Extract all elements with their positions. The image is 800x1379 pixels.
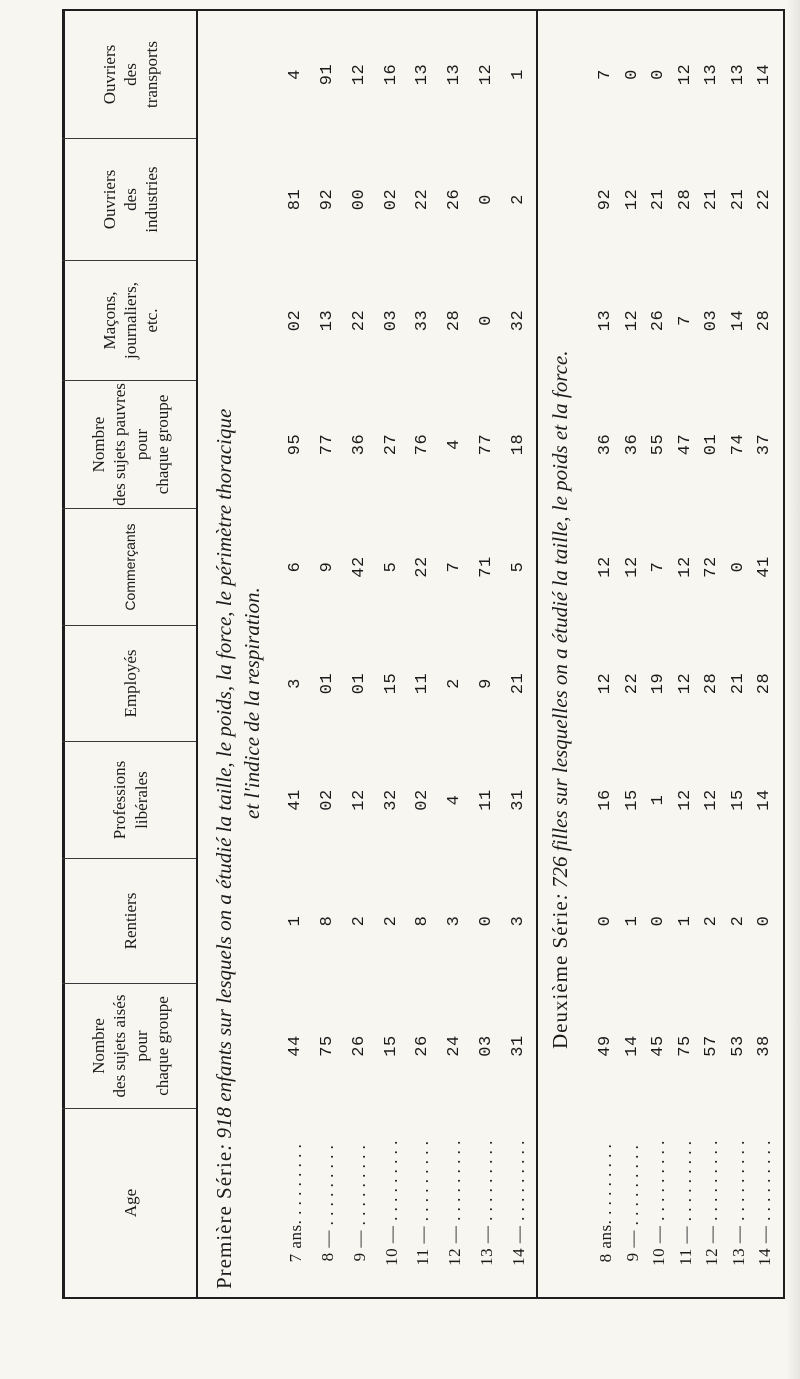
- table-cell: 41: [286, 789, 305, 811]
- table-cell: 36: [622, 433, 642, 456]
- table-cell: 02: [413, 789, 433, 811]
- series1-column-ouvriers-industries: [285, 139, 530, 260]
- table-cell: 72: [702, 556, 721, 578]
- table-cell: 28: [445, 309, 465, 332]
- table-cell: 21: [728, 672, 748, 695]
- series2-column-ouvriers-industries: [595, 139, 776, 260]
- table-cell: 9 — . . . . . . . . .: [622, 1144, 642, 1262]
- header-nombre-pauvres: Nombre des sujets pauvres pour chaque groupe: [89, 383, 172, 506]
- header-separator: [196, 9, 198, 1299]
- table-cell: 03: [702, 309, 721, 332]
- series2-column-nombre-aises: [595, 984, 776, 1108]
- header-employes: Employés: [120, 649, 140, 718]
- table-cell: 45: [649, 1035, 668, 1057]
- table-cell: 3: [286, 678, 305, 689]
- table-cell: 47: [675, 433, 695, 456]
- header-age: Age: [120, 1188, 140, 1218]
- header-ouvriers-industries: Ouvriers des industries: [99, 166, 162, 233]
- table-cell: 12 — . . . . . . . . .: [445, 1140, 465, 1266]
- table-cell: 5: [381, 561, 401, 573]
- table-cell: 21: [649, 188, 668, 211]
- table-cell: 8: [413, 915, 433, 927]
- table-cell: 02: [286, 309, 305, 332]
- series2-column-macons: [595, 261, 776, 380]
- page-edge-shadow: [786, 0, 800, 1379]
- table-cell: 21: [702, 188, 721, 211]
- table-cell: 37: [755, 433, 774, 456]
- series1-column-ouvriers-transports: [285, 11, 530, 138]
- table-cell: 2: [381, 915, 401, 927]
- table-cell: 7: [445, 561, 465, 573]
- table-cell: 12: [675, 63, 695, 86]
- table-cell: 11 — . . . . . . . . .: [675, 1140, 695, 1266]
- table-cell: 19: [649, 672, 668, 695]
- table-cell: 22: [413, 556, 433, 578]
- table-cell: 12: [477, 63, 497, 86]
- table-cell: 0: [477, 915, 497, 927]
- table-cell: 1: [675, 915, 695, 927]
- series1-column-age: [285, 1109, 530, 1297]
- table-cell: 75: [675, 1035, 695, 1057]
- table-cell: 22: [755, 188, 774, 211]
- table-cell: 8 — . . . . . . . . .: [317, 1144, 337, 1262]
- table-cell: 81: [286, 188, 305, 211]
- series2-title: Deuxième Série: 726 filles sur lesquelles on a étudié la taille, le poids et la force.: [548, 350, 572, 1049]
- table-cell: 14 — . . . . . . . . .: [508, 1140, 528, 1266]
- table-cell: 28: [675, 188, 695, 211]
- table-cell: 14 — . . . . . . . . .: [755, 1140, 774, 1266]
- table-cell: 28: [702, 672, 721, 695]
- table-cell: 49: [596, 1035, 615, 1057]
- table-cell: 14: [755, 63, 774, 86]
- table-cell: 4: [286, 69, 305, 80]
- series1-column-employes: [285, 626, 530, 741]
- series1-title: Première Série: 918 enfants sur lesquels on a étudié la taille, le poids, la force, le périmètre thoracique: [212, 408, 236, 1289]
- table-cell: 77: [477, 433, 497, 456]
- table-cell: 95: [286, 433, 305, 456]
- header-rentiers: Rentiers: [120, 892, 140, 950]
- table-cell: 01: [702, 433, 721, 456]
- header-macons: Maçons, journaliers, etc.: [99, 282, 162, 359]
- table-cell: 24: [445, 1035, 465, 1057]
- table-cell: 12: [596, 672, 615, 695]
- table-cell: 57: [702, 1035, 721, 1057]
- table-cell: 8 ans. . . . . . . . .: [596, 1143, 615, 1263]
- table-cell: 22: [622, 672, 642, 695]
- table-cell: 00: [349, 188, 369, 211]
- table-cell: 74: [728, 433, 748, 456]
- series2-column-professions: [595, 742, 776, 858]
- table-cell: 28: [755, 309, 774, 332]
- table-cell: 2: [445, 678, 465, 689]
- table-cell: 0: [622, 69, 642, 80]
- table-cell: 03: [477, 1035, 497, 1057]
- table-cell: 3: [508, 915, 528, 927]
- table-cell: 13: [702, 63, 721, 86]
- table-cell: 38: [755, 1035, 774, 1057]
- table-cell: 1: [622, 915, 642, 927]
- header-nombre-aises: Nombre des sujets aisés pour chaque groupe: [89, 994, 172, 1098]
- table-cell: 77: [317, 433, 337, 456]
- series1-column-nombre-aises: [285, 984, 530, 1108]
- header-professions: Professions libérales: [110, 760, 151, 840]
- table-cell: 12: [675, 672, 695, 695]
- table-cell: 22: [349, 309, 369, 332]
- table-cell: 15: [728, 789, 748, 811]
- table-cell: 12: [349, 63, 369, 86]
- table-cell: 14: [728, 309, 748, 332]
- table-rule-outer-bottom: [783, 9, 785, 1299]
- table-cell: 16: [381, 63, 401, 86]
- table-cell: 28: [755, 672, 774, 695]
- table-cell: 7: [649, 561, 668, 573]
- header-commercants: Commerçants: [121, 523, 138, 611]
- table-cell: 26: [349, 1035, 369, 1057]
- series2-column-nombre-pauvres: [595, 381, 776, 508]
- table-cell: 4: [445, 794, 465, 806]
- series2-column-ouvriers-transports: [595, 11, 776, 138]
- header-ouvriers-transports: Ouvriers des transports: [99, 40, 162, 109]
- table-cell: 75: [317, 1035, 337, 1057]
- table-cell: 12: [622, 556, 642, 578]
- table-cell: 0: [649, 69, 668, 80]
- table-cell: 14: [622, 1035, 642, 1057]
- series1-column-rentiers: [285, 859, 530, 983]
- table-cell: 42: [349, 556, 369, 578]
- table-cell: 92: [596, 188, 615, 211]
- table-cell: 0: [477, 194, 497, 205]
- table-cell: 12: [702, 789, 721, 811]
- series1-title-line2: et l'indice de la respiration.: [240, 587, 264, 819]
- table-cell: 92: [317, 188, 337, 211]
- table-cell: 2: [702, 915, 721, 927]
- table-cell: 21: [508, 672, 528, 695]
- table-cell: 91: [317, 63, 337, 86]
- table-cell: 12: [675, 556, 695, 578]
- table-cell: 76: [413, 433, 433, 456]
- table-cell: 7 ans. . . . . . . . .: [286, 1143, 305, 1263]
- table-cell: 12 — . . . . . . . . .: [702, 1140, 721, 1266]
- table-cell: 13 — . . . . . . . . .: [477, 1140, 497, 1266]
- table-cell: 03: [381, 309, 401, 332]
- table-cell: 7: [675, 315, 695, 326]
- table-cell: 31: [508, 789, 528, 811]
- table-cell: 16: [596, 789, 615, 811]
- table-cell: 13: [413, 63, 433, 86]
- table-cell: 2: [508, 194, 528, 205]
- table-cell: 55: [649, 433, 668, 456]
- table-cell: 33: [413, 309, 433, 332]
- table-cell: 1: [508, 69, 528, 80]
- table-cell: 01: [317, 672, 337, 695]
- table-cell: 13 — . . . . . . . . .: [728, 1140, 748, 1266]
- table-cell: 11 — . . . . . . . . .: [413, 1140, 433, 1266]
- table-cell: 5: [508, 561, 528, 573]
- table-cell: 11: [413, 672, 433, 695]
- table-cell: 13: [728, 63, 748, 86]
- table-cell: 36: [349, 433, 369, 456]
- table-cell: 31: [508, 1035, 528, 1057]
- table-cell: 15: [381, 1035, 401, 1057]
- series2-column-commercants: [595, 509, 776, 625]
- table-cell: 15: [622, 789, 642, 811]
- table-cell: 12: [622, 188, 642, 211]
- table-cell: 3: [445, 915, 465, 927]
- table-cell: 15: [381, 672, 401, 695]
- table-cell: 26: [649, 309, 668, 332]
- table-cell: 0: [596, 915, 615, 927]
- series1-column-nombre-pauvres: [285, 381, 530, 508]
- table-cell: 7: [596, 69, 615, 80]
- table-cell: 9: [317, 561, 337, 573]
- table-cell: 21: [728, 188, 748, 211]
- table-cell: 18: [508, 433, 528, 456]
- series2-column-employes: [595, 626, 776, 741]
- table-cell: 22: [413, 188, 433, 211]
- table-cell: 0: [649, 915, 668, 927]
- series1-column-macons: [285, 261, 530, 380]
- table-cell: 12: [622, 309, 642, 332]
- table-rule-left: [62, 1297, 785, 1299]
- table-cell: 14: [755, 789, 774, 811]
- table-cell: 11: [477, 789, 497, 811]
- table-cell: 13: [317, 309, 337, 332]
- table-cell: 71: [477, 556, 497, 578]
- table-cell: 4: [445, 439, 465, 450]
- series2-column-rentiers: [595, 859, 776, 983]
- table-cell: 2: [349, 915, 369, 927]
- table-cell: 13: [445, 63, 465, 86]
- table-cell: 0: [755, 915, 774, 927]
- table-cell: 12: [675, 789, 695, 811]
- table-cell: 0: [728, 561, 748, 573]
- table-cell: 1: [649, 794, 668, 806]
- table-cell: 41: [755, 556, 774, 578]
- table-cell: 02: [317, 789, 337, 811]
- table-cell: 02: [381, 188, 401, 211]
- table-cell: 44: [286, 1035, 305, 1057]
- table-cell: 32: [381, 789, 401, 811]
- series2-column-age: [595, 1109, 776, 1297]
- table-cell: 2: [728, 915, 748, 927]
- table-cell: 36: [596, 433, 615, 456]
- table-cell: 12: [596, 556, 615, 578]
- table-cell: 9 — . . . . . . . . .: [349, 1144, 369, 1262]
- series1-column-commercants: [285, 509, 530, 625]
- table-cell: 13: [596, 309, 615, 332]
- table-cell: 9: [477, 678, 497, 689]
- table-cell: 26: [413, 1035, 433, 1057]
- table-cell: 0: [477, 315, 497, 326]
- table-cell: 01: [349, 672, 369, 695]
- series1-separator: [536, 9, 538, 1299]
- table-cell: 32: [508, 309, 528, 332]
- table-cell: 10 — . . . . . . . . .: [649, 1140, 668, 1266]
- table-cell: 26: [445, 188, 465, 211]
- table-cell: 53: [728, 1035, 748, 1057]
- table-cell: 8: [317, 915, 337, 927]
- table-cell: 12: [349, 789, 369, 811]
- series1-column-professions: [285, 742, 530, 858]
- table-cell: 27: [381, 433, 401, 456]
- table-cell: 1: [286, 915, 305, 927]
- table-cell: 6: [286, 561, 305, 573]
- table-cell: 10 — . . . . . . . . .: [381, 1140, 401, 1266]
